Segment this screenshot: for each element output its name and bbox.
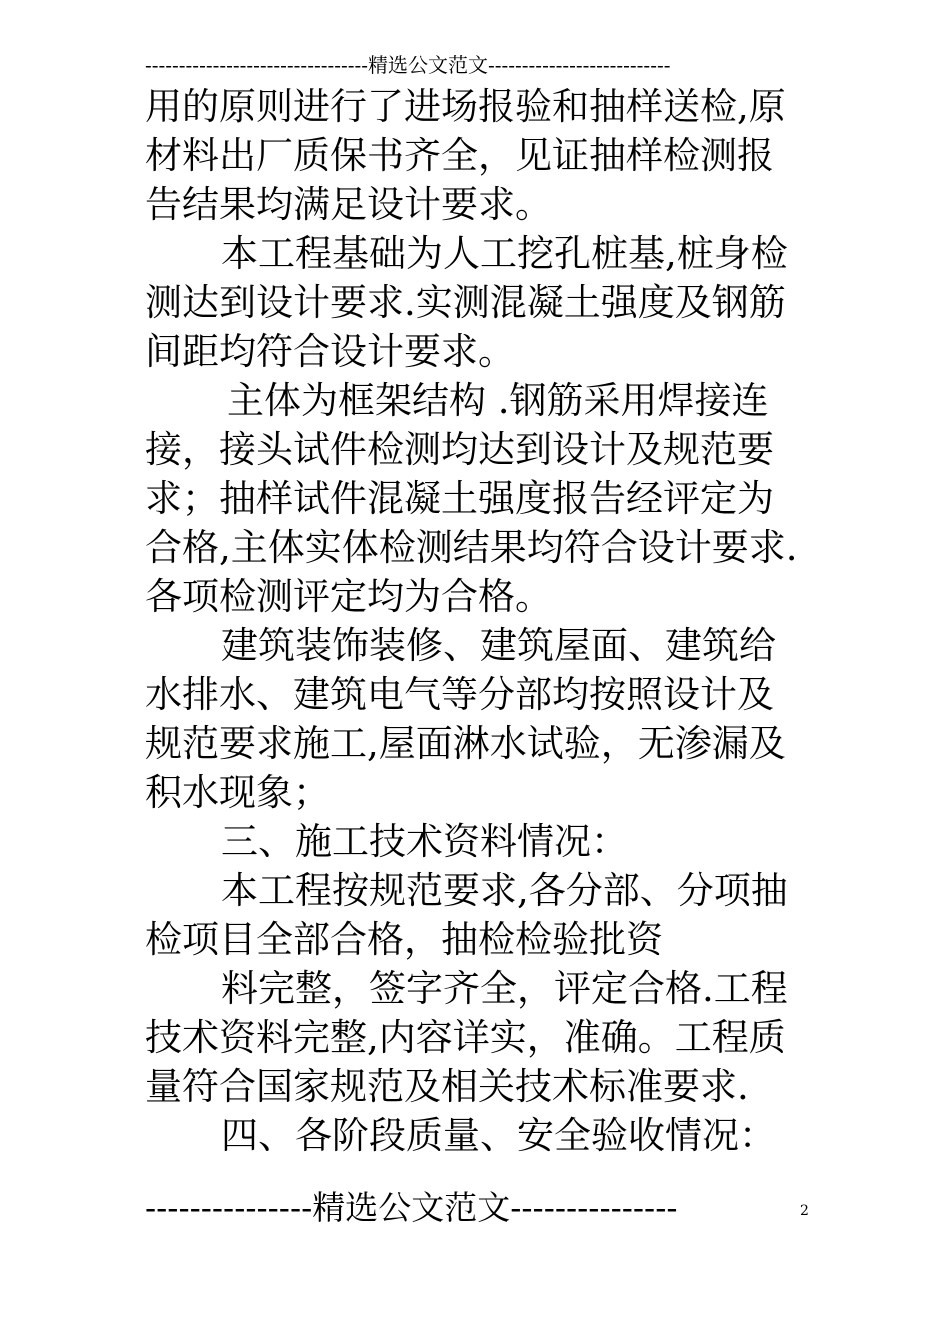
text-line: 合格,主体实体检测结果均符合设计要求. [145, 526, 798, 569]
page-header: ---------------------------------精选公文范文--------------------------- [145, 53, 671, 77]
text-line: 三、施工技术资料情况： [221, 820, 628, 863]
text-line: 积水现象； [145, 771, 330, 814]
text-line: 本工程基础为人工挖孔桩基,桩身检 [221, 232, 788, 275]
text-line: 间距均符合设计要求。 [145, 330, 515, 373]
text-line: 测达到设计要求.实测混凝土强度及钢筋 [145, 281, 786, 324]
document-body [145, 82, 810, 1160]
text-line: 量符合国家规范及相关技术标准要求. [145, 1065, 749, 1108]
text-line: 四、各阶段质量、安全验收情况： [221, 1114, 776, 1157]
text-line: 用的原则进行了进场报验和抽样送检,原 [145, 85, 786, 128]
text-line: 本工程按规范要求,各分部、分项抽 [221, 869, 788, 912]
text-line: 料完整，签字齐全，评定合格.工程 [221, 967, 788, 1010]
page-number: 2 [800, 1203, 809, 1219]
text-line: 主体为框架结构 .钢筋采用焊接连 [227, 379, 769, 422]
page-footer: ---------------精选公文范文--------------- [145, 1188, 678, 1227]
text-line: 建筑装饰装修、建筑屋面、建筑给 [221, 624, 776, 667]
text-line: 材料出厂质保书齐全，见证抽样检测报 [145, 134, 774, 177]
text-line: 技术资料完整,内容详实，准确。工程质 [145, 1016, 786, 1059]
text-line: 求；抽样试件混凝土强度报告经评定为 [145, 477, 774, 520]
text-line: 各项检测评定均为合格。 [145, 575, 552, 618]
text-line: 检项目全部合格，抽检检验批资 [145, 918, 663, 961]
text-line: 接，接头试件检测均达到设计及规范要 [145, 428, 774, 471]
text-line: 规范要求施工,屋面淋水试验，无渗漏及 [145, 722, 786, 765]
text-line: 水排水、建筑电气等分部均按照设计及 [145, 673, 774, 716]
text-line: 告结果均满足设计要求。 [145, 183, 552, 226]
